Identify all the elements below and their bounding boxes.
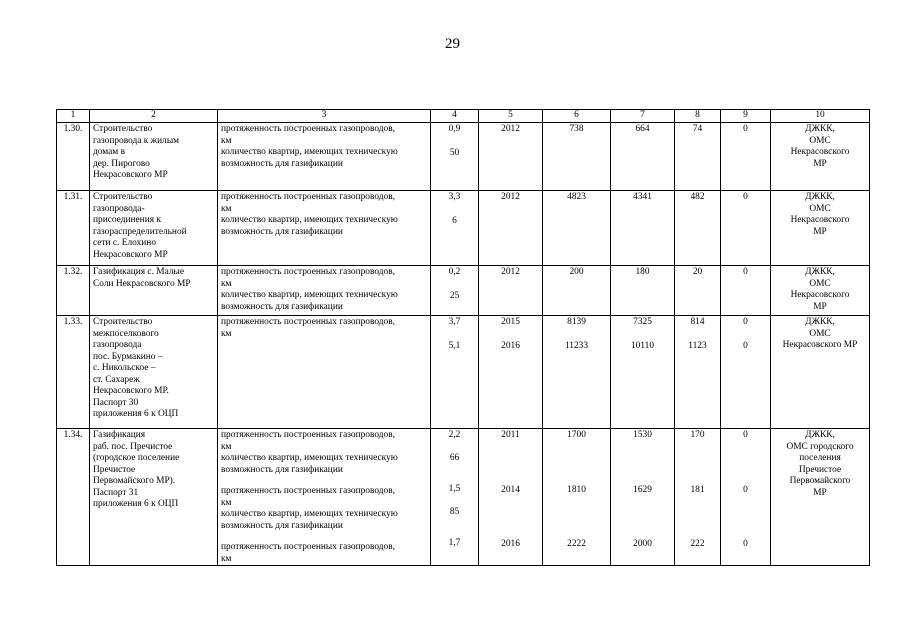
indicator-value: 25: [449, 290, 460, 301]
row-number: 1.30.: [63, 124, 83, 134]
indicator-text: количество квартир, имеющих техническую возможность для газификации: [221, 453, 398, 475]
indicator-value: 2,2: [448, 430, 461, 440]
row-number: 1.32.: [63, 267, 83, 277]
year: 2012: [501, 267, 520, 277]
table-row: [57, 316, 870, 429]
indicator-value: 0,9: [448, 124, 461, 134]
table-row: [57, 191, 870, 266]
amount-cell: 2000: [633, 539, 652, 549]
amount-cell: 10110: [630, 340, 655, 351]
amount-cell: 664: [635, 124, 650, 134]
indicator-text: протяженность построенных газопроводов, км: [221, 486, 395, 508]
amount-cell: 1123: [688, 340, 707, 351]
year: 2014: [501, 484, 520, 495]
year: 2012: [501, 192, 520, 202]
amount-cell: 2222: [567, 539, 586, 549]
amount-cell: 0: [743, 267, 748, 277]
indicator-text: протяженность построенных газопроводов, км: [221, 267, 395, 289]
measure-name: Строительство газопровода- присоединения к газораспределительной сети с. Елохино Некрасовского МР: [93, 192, 187, 260]
amount-cell: 4341: [633, 192, 652, 202]
amount-cell: 1629: [633, 484, 652, 495]
responsible-party: ДЖКК, ОМС Некрасовского МР: [782, 317, 858, 350]
header-cell: 10: [771, 110, 870, 123]
program-table: [56, 109, 870, 566]
table-header-row: [57, 110, 870, 123]
indicator-text: количество квартир, имеющих техническую возможность для газификации: [221, 290, 398, 312]
amount-cell: 0: [743, 340, 748, 351]
header-cell: 1: [57, 110, 90, 123]
amount-cell: 0: [743, 124, 748, 134]
header-cell: 6: [543, 110, 611, 123]
header-cell: 3: [218, 110, 431, 123]
indicator-text: протяженность построенных газопроводов, км: [221, 192, 395, 214]
measure-name: Газификация с. Малые Соли Некрасовского МР: [93, 267, 191, 289]
amount-cell: 181: [690, 484, 705, 495]
amount-cell: 180: [635, 267, 650, 277]
amount-cell: 482: [690, 192, 705, 202]
table-row: [57, 266, 870, 316]
indicator-text: количество квартир, имеющих техническую возможность для газификации: [221, 147, 398, 169]
responsible-party: ДЖКК, ОМС Некрасовского МР: [790, 192, 850, 237]
amount-cell: 1530: [633, 430, 652, 440]
indicator-value: 0,2: [448, 267, 461, 277]
measure-name: Строительство межпоселкового газопровода пос. Бурмакино – с. Никольское – ст. Сахареж Некрасовского МР. Паспорт 30 приложения 6 к ОЦП: [93, 317, 179, 419]
amount-cell: 1700: [567, 430, 586, 440]
header-cell: 7: [611, 110, 675, 123]
indicator-value: 3,3: [448, 192, 461, 202]
indicator-text: протяженность построенных газопроводов, км: [221, 430, 395, 452]
amount-cell: 0: [743, 539, 748, 549]
amount-cell: 0: [743, 317, 748, 327]
row-number: 1.31.: [63, 192, 83, 202]
indicator-text: протяженность построенных газопроводов, км: [221, 124, 395, 146]
amount-cell: 170: [690, 430, 705, 440]
amount-cell: 0: [743, 192, 748, 202]
amount-cell: 814: [690, 317, 705, 327]
amount-cell: 0: [743, 484, 748, 495]
amount-cell: 74: [692, 124, 703, 134]
amount-cell: 7325: [633, 317, 652, 327]
amount-cell: 20: [692, 267, 703, 277]
page-number: 29: [445, 36, 460, 52]
header-cell: 9: [721, 110, 771, 123]
indicator-value: 5,1: [448, 340, 461, 351]
responsible-party: ДЖКК, ОМС городского поселения Пречистое Первомайского МР: [786, 430, 854, 498]
indicator-value: 3,7: [448, 317, 461, 327]
amount-cell: 200: [569, 267, 584, 277]
indicator-text: протяженность построенных газопроводов, км: [221, 542, 395, 564]
amount-cell: 4823: [567, 192, 586, 202]
indicator-value: 1,7: [448, 538, 461, 548]
measure-name: Газификация раб. пос. Пречистое (городское поселение Пречистое Первомайского МР). Паспорт 31 приложения 6 к ОЦП: [93, 430, 180, 509]
table-row: [57, 429, 870, 566]
indicator-text: протяженность построенных газопроводов, км: [221, 317, 395, 339]
table-row: [57, 123, 870, 191]
year: 2016: [501, 539, 520, 549]
amount-cell: 1810: [567, 484, 586, 495]
amount-cell: 222: [690, 539, 705, 549]
measure-name: Строительство газопровода к жилым домам в дер. Пирогово Некрасовского МР: [93, 124, 180, 180]
indicator-text: количество квартир, имеющих техническую возможность для газификации: [221, 215, 398, 237]
row-number: 1.33.: [63, 317, 83, 327]
year: 2015: [501, 317, 520, 327]
amount-cell: 0: [743, 430, 748, 440]
responsible-party: ДЖКК, ОМС Некрасовского МР: [790, 124, 850, 169]
indicator-value: 6: [452, 215, 457, 226]
year: 2016: [501, 340, 520, 351]
indicator-value: 66: [449, 452, 460, 463]
amount-cell: 11233: [564, 340, 589, 351]
year: 2011: [501, 430, 520, 440]
indicator-value: 50: [449, 147, 460, 158]
header-cell: 5: [479, 110, 543, 123]
amount-cell: 738: [569, 124, 584, 134]
amount-cell: 8139: [567, 317, 586, 327]
header-cell: 4: [431, 110, 479, 123]
indicator-value: 85: [449, 506, 460, 517]
row-number: 1.34.: [63, 430, 83, 440]
indicator-text: количество квартир, имеющих техническую возможность для газификации: [221, 509, 398, 531]
year: 2012: [501, 124, 520, 134]
header-cell: 2: [90, 110, 218, 123]
responsible-party: ДЖКК, ОМС Некрасовского МР: [790, 267, 850, 312]
header-cell: 8: [675, 110, 721, 123]
indicator-value: 1,5: [448, 484, 461, 494]
